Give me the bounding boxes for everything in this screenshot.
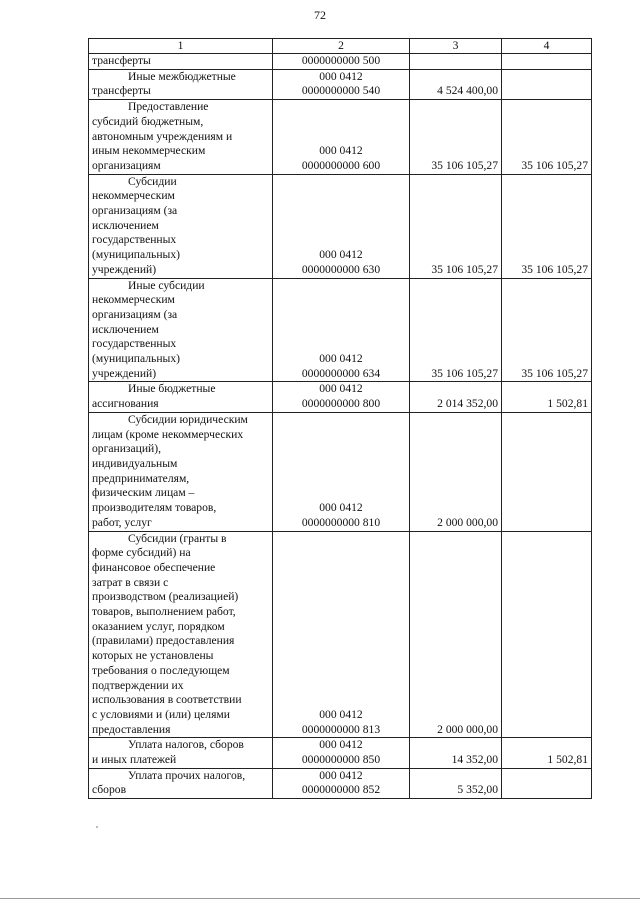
table-header-row [89, 39, 592, 54]
expense-name-cell [89, 69, 273, 99]
budget-code-line: 0000000000 800 [301, 397, 381, 411]
expense-name-text: некоммерческим организациям (за исключением государственных (муниципальных) учреждений) [92, 293, 180, 380]
amount-column-4: 35 106 105,27 [502, 278, 592, 382]
amount-column-4: 35 106 105,27 [502, 100, 592, 175]
budget-code-line: 000 0412 [319, 69, 363, 83]
expense-name-first-line: Субсидии юридическим [128, 412, 248, 426]
expense-name-text: трансферты [92, 84, 151, 98]
expense-name-first-line: Уплата прочих налогов, [128, 768, 246, 782]
expense-name-first-line: Иные субсидии [128, 278, 205, 292]
table-row [89, 531, 592, 738]
amount-column-3: 35 106 105,27 [410, 100, 502, 175]
expense-name-cell [89, 738, 273, 768]
budget-code-line: 0000000000 634 [301, 366, 381, 380]
amount-column-3: 2 000 000,00 [410, 412, 502, 531]
budget-code-line: 0000000000 630 [301, 262, 381, 276]
expense-name-text: ассигнования [92, 397, 159, 411]
expense-name-cell [89, 278, 273, 382]
expense-name-text: форме субсидий) на финансовое обеспечение затрат в связи с производством (реализацией) товаров, выполнением работ, оказанием услуг, порядком (правилами) предоставления которых не установлены требования о последующем подтверждении их использования в соответствии с условиями и (или) целями предоставления [92, 546, 242, 736]
budget-code-line: 000 0412 [319, 738, 363, 752]
budget-code-cell [273, 54, 410, 70]
expense-name-first-line: Иные бюджетные [128, 382, 216, 396]
table-row [89, 768, 592, 798]
amount-column-3: 4 524 400,00 [410, 69, 502, 99]
budget-code-cell [273, 100, 410, 175]
expense-name-cell [89, 412, 273, 531]
amount-column-4: 35 106 105,27 [502, 174, 592, 278]
expense-name-first-line: Субсидии (гранты в [128, 531, 227, 545]
expense-name-text: трансферты [92, 54, 151, 67]
expense-name-first-line: Уплата налогов, сборов [128, 738, 244, 752]
budget-code-line: 0000000000 810 [301, 515, 381, 529]
budget-code-cell [273, 412, 410, 531]
table-row [89, 278, 592, 382]
budget-code-line: 0000000000 600 [301, 158, 381, 172]
expense-name-text: и иных платежей [92, 753, 177, 767]
budget-table [88, 38, 592, 799]
budget-code-line: 000 0412 [319, 352, 363, 366]
budget-code-cell [273, 531, 410, 738]
budget-code-line: 0000000000 500 [301, 54, 381, 67]
budget-code-line: 000 0412 [319, 501, 363, 515]
budget-code-cell [273, 768, 410, 798]
page-number: 72 [314, 8, 326, 22]
expense-name-cell [89, 174, 273, 278]
column-header-2: 2 [273, 39, 410, 54]
amount-column-4 [502, 531, 592, 738]
budget-code-line: 000 0412 [319, 144, 363, 158]
amount-column-4 [502, 69, 592, 99]
amount-column-4 [502, 412, 592, 531]
expense-name-text: лицам (кроме некоммерческих организаций), индивидуальным предпринимателям, физическим лицам – производителям товаров, работ, услуг [92, 427, 244, 529]
amount-column-3: 35 106 105,27 [410, 278, 502, 382]
expense-name-first-line: Предоставление [128, 100, 209, 114]
amount-column-4: 1 502,81 [502, 382, 592, 412]
table-row [89, 69, 592, 99]
budget-code-cell [273, 382, 410, 412]
budget-code-line: 0000000000 852 [301, 783, 381, 797]
table-row [89, 382, 592, 412]
column-header-3: 3 [410, 39, 502, 54]
expense-name-cell [89, 100, 273, 175]
amount-column-3: 5 352,00 [410, 768, 502, 798]
amount-column-4 [502, 54, 592, 70]
table-row [89, 412, 592, 531]
expense-name-text: субсидий бюджетным, автономным учреждениям и иным некоммерческим организациям [92, 114, 233, 172]
amount-column-3: 2 014 352,00 [410, 382, 502, 412]
table-row [89, 174, 592, 278]
budget-code-line: 0000000000 850 [301, 753, 381, 767]
expense-name-cell [89, 54, 273, 70]
budget-code-line: 000 0412 [319, 248, 363, 262]
table-row [89, 100, 592, 175]
budget-code-line: 0000000000 813 [301, 722, 381, 736]
budget-code-cell [273, 278, 410, 382]
budget-code-cell [273, 174, 410, 278]
amount-column-3: 35 106 105,27 [410, 174, 502, 278]
amount-column-4: 1 502,81 [502, 738, 592, 768]
expense-name-cell [89, 382, 273, 412]
table-row [89, 54, 592, 70]
amount-column-3 [410, 54, 502, 70]
column-header-4: 4 [502, 39, 592, 54]
expense-name-first-line: Иные межбюджетные [128, 69, 236, 83]
budget-code-line: 000 0412 [319, 768, 363, 782]
budget-code-line: 0000000000 540 [301, 84, 381, 98]
budget-code-line: 000 0412 [319, 382, 363, 396]
expense-name-text: некоммерческим организациям (за исключением государственных (муниципальных) учреждений) [92, 189, 180, 276]
amount-column-3: 14 352,00 [410, 738, 502, 768]
expense-name-text: сборов [92, 783, 127, 797]
scan-artifact [96, 826, 98, 828]
expense-name-cell [89, 768, 273, 798]
expense-name-cell [89, 531, 273, 738]
table-row [89, 738, 592, 768]
budget-code-line: 000 0412 [319, 707, 363, 721]
amount-column-3: 2 000 000,00 [410, 531, 502, 738]
page-bottom-rule [0, 898, 640, 899]
budget-code-cell [273, 738, 410, 768]
expense-name-first-line: Субсидии [128, 174, 177, 188]
budget-code-cell [273, 69, 410, 99]
column-header-1: 1 [89, 39, 273, 54]
amount-column-4 [502, 768, 592, 798]
